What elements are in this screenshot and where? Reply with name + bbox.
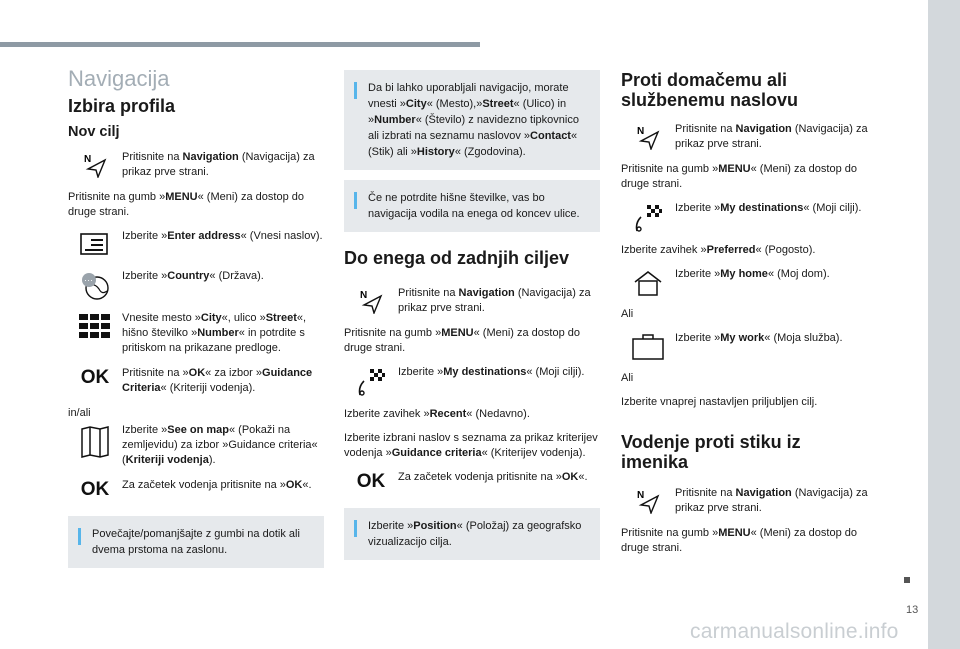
- home-icon: [621, 267, 675, 297]
- info-bar-icon: [78, 528, 81, 545]
- info-bar-icon: [354, 82, 357, 99]
- continuation-marker: [904, 577, 910, 583]
- svg-text:···: ···: [84, 275, 93, 285]
- ok-icon: OK: [356, 471, 386, 492]
- step-text: Izberite »My work« (Moja služba).: [675, 332, 843, 344]
- map-icon: [68, 423, 122, 459]
- step-text: Izberite »My home« (Moj dom).: [675, 268, 830, 280]
- note-house-number: Če ne potrdite hišne številke, vas bo navigacija vodila na enega od koncev ulice.: [344, 180, 600, 232]
- step-text: Izberite »Country« (Država).: [122, 270, 264, 282]
- choose-address-instruction: Izberite izbrani naslov s seznama za prikaz kriterijev vodenja »Guidance criteria« (Kriterijev vodenja).: [344, 432, 598, 459]
- step-my-work: [621, 331, 871, 361]
- column-1: [68, 60, 324, 578]
- step-navigation: [68, 150, 324, 180]
- menu-instruction: Pritisnite na gumb »MENU« (Meni) za dostop do druge strani.: [621, 527, 857, 554]
- navigation-icon: [621, 122, 675, 150]
- or-text: Ali: [621, 372, 634, 384]
- step-country: [68, 269, 324, 301]
- info-bar-icon: [354, 192, 357, 209]
- step-my-destinations: [621, 201, 871, 233]
- step-text: Pritisnite na Navigation (Navigacija) za prikaz prve strani.: [675, 487, 868, 514]
- page-edge-strip: [928, 0, 960, 649]
- step-text: Pritisnite na »OK« za izbor »Guidance Criteria« (Kriteriji vodenja).: [122, 367, 313, 394]
- step-text: Izberite »My destinations« (Moji cilji).: [398, 366, 585, 378]
- step-text: Izberite »Enter address« (Vnesi naslov).: [122, 230, 323, 242]
- step-enter-address: [68, 229, 324, 259]
- destination-flag-icon: [344, 365, 398, 397]
- navigation-icon: [68, 150, 122, 178]
- svg-text:N: N: [84, 154, 92, 165]
- briefcase-icon: [621, 331, 675, 361]
- step-text: Za začetek vodenja pritisnite na »OK«.: [398, 471, 588, 483]
- step-text: Izberite »My destinations« (Moji cilji).: [675, 202, 862, 214]
- step-text: Pritisnite na Navigation (Navigacija) za prikaz prve strani.: [675, 123, 868, 150]
- svg-text:N: N: [637, 126, 645, 137]
- step-start-guidance: [344, 470, 600, 492]
- note-input-address: Da bi lahko uporabljali navigacijo, morate vnesti »City« (Mesto),»Street« (Ulico) in »Number« (Število) z navidezno tipkovnico ali izbrati na seznamu naslovov »Contact« (Stik) ali »History« (Zgodovina).: [344, 70, 600, 170]
- preset-instruction: Izberite vnaprej nastavljen priljubljen cilj.: [621, 396, 818, 408]
- in-or-text: in/ali: [68, 407, 91, 419]
- menu-instruction: Pritisnite na gumb »MENU« (Meni) za dostop do druge strani.: [68, 191, 304, 218]
- navigation-icon: [621, 486, 675, 514]
- ok-icon: OK: [80, 367, 110, 388]
- or-text: Ali: [621, 308, 634, 320]
- step-start-guidance: [68, 478, 324, 500]
- globe-icon: [68, 269, 122, 301]
- step-my-home: [621, 267, 871, 297]
- step-see-on-map: [68, 423, 324, 468]
- watermark: carmanualsonline.info: [690, 620, 899, 643]
- step-navigation: [344, 286, 600, 316]
- heading-domaci-sluzbeni: Proti domačemu ali službenemu naslovu: [621, 70, 799, 110]
- step-city-street: [68, 311, 324, 356]
- preferred-tab-instruction: Izberite zavihek »Preferred« (Pogosto).: [621, 244, 816, 256]
- step-my-destinations: [344, 365, 600, 397]
- step-navigation: [621, 486, 871, 516]
- column-3: [621, 70, 871, 565]
- note-zoom: Povečajte/pomanjšajte z gumbi na dotik ali dvema prstoma na zaslonu.: [68, 516, 324, 568]
- step-navigation: [621, 122, 871, 152]
- subheading-nov-cilj: Nov cilj: [68, 124, 120, 140]
- menu-instruction: Pritisnite na gumb »MENU« (Meni) za dostop do druge strani.: [344, 327, 580, 354]
- menu-instruction: Pritisnite na gumb »MENU« (Meni) za dostop do druge strani.: [621, 163, 857, 190]
- step-ok-criteria: [68, 366, 324, 396]
- svg-text:N: N: [360, 290, 368, 301]
- page-number: 13: [906, 604, 919, 616]
- heading-izbira-profila: Izbira profila: [68, 96, 176, 116]
- section-title: Navigacija: [68, 66, 170, 91]
- step-text: Pritisnite na Navigation (Navigacija) za prikaz prve strani.: [122, 151, 315, 178]
- destination-flag-icon: [621, 201, 675, 233]
- svg-text:N: N: [637, 490, 645, 501]
- step-text: Za začetek vodenja pritisnite na »OK«.: [122, 479, 312, 491]
- step-text: Vnesite mesto »City«, ulico »Street«, hišno številko »Number« in potrdite s pritiskom na prikazane predloge.: [122, 312, 307, 354]
- info-bar-icon: [354, 520, 357, 537]
- heading-zadnji-cilji: Do enega od zadnjih ciljev: [344, 248, 570, 268]
- note-position: Izberite »Position« (Položaj) za geografsko vizualizacijo cilja.: [344, 508, 600, 560]
- navigation-icon: [344, 286, 398, 314]
- top-rule: [0, 42, 480, 47]
- ok-icon: OK: [80, 479, 110, 500]
- step-text: Pritisnite na Navigation (Navigacija) za prikaz prve strani.: [398, 287, 591, 314]
- keypad-icon: [68, 311, 122, 339]
- column-2: [344, 70, 600, 570]
- address-card-icon: [68, 229, 122, 259]
- recent-tab-instruction: Izberite zavihek »Recent« (Nedavno).: [344, 408, 530, 420]
- step-text: Izberite »See on map« (Pokaži na zemljevidu) za izbor »Guidance criteria« (Kriteriji vodenja).: [122, 424, 318, 466]
- heading-stik-imenik: Vodenje proti stiku iz imenika: [621, 432, 801, 472]
